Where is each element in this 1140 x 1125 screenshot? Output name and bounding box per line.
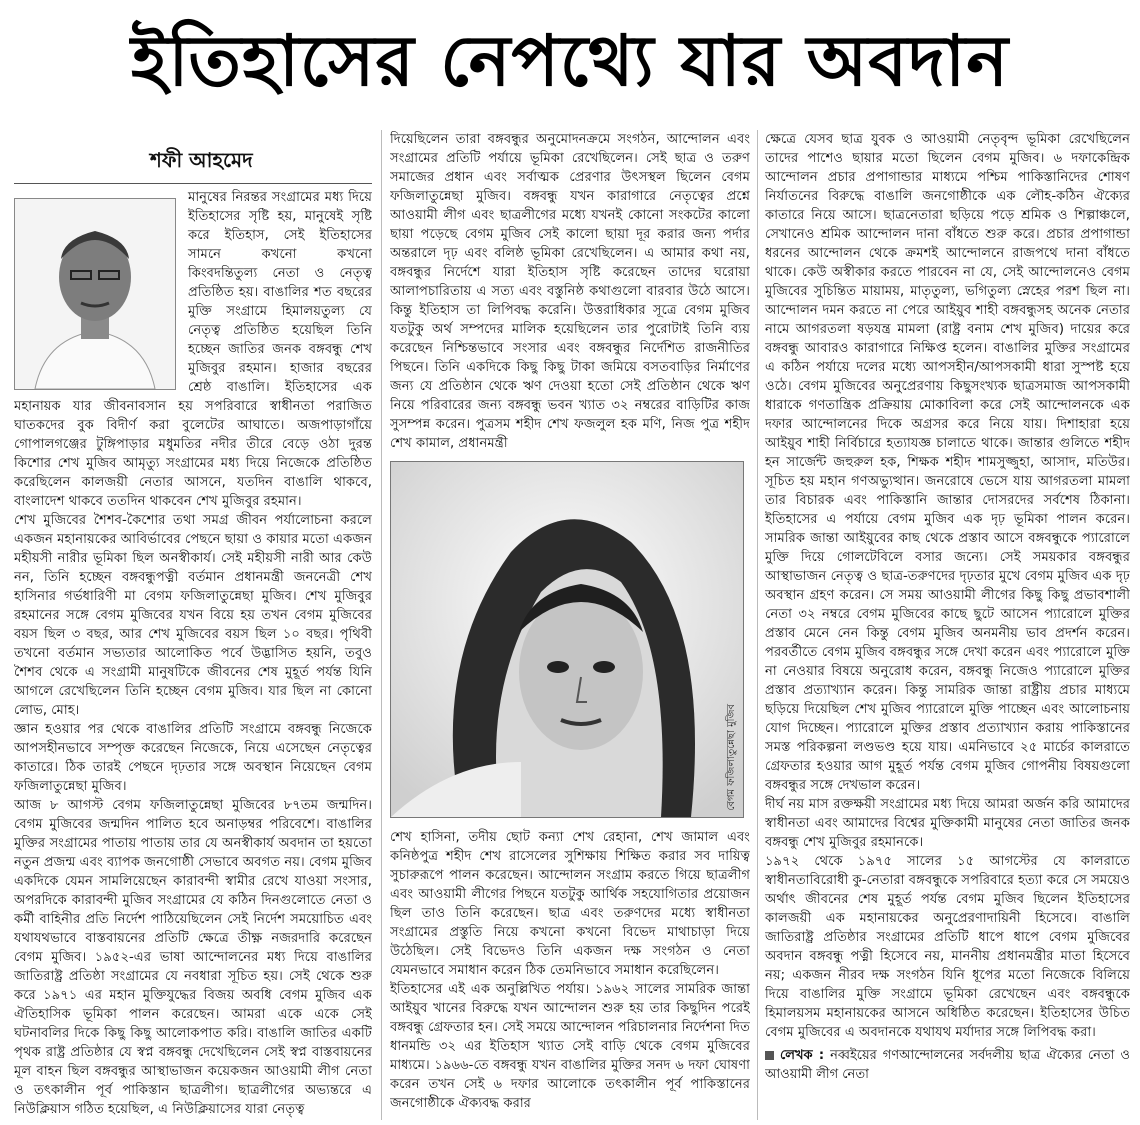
paragraph: ক্ষেত্রে যেসব ছাত্র যুবক ও আওয়ামী নেতৃবৃন্দ ভূমিকা রেখেছিলেন তাদের পাশেও ছায়ার মতো ছিলেন বেগম মুজিব। ৬ দফাকেন্দ্রিক আন্দোলন প্রচার প্রপাগান্ডার মাধ্যমে পশ্চিম পাকিস্তানিদের শোষণ নির্যাতনের বিরুদ্ধে বাঙালি জনগোষ্ঠীকে এক লৌহ-কঠিন ঐক্যের কাতারে নিয়ে আসে। ছাত্রনেতারা ছড়িয়ে পড়ে শ্রমিক ও শিল্পাঞ্চলে, সেখানেও শ্রমিক আন্দোলন দানা বাঁধতে শুরু করে। প্রচার প্রপাগান্ডা ধরনের আন্দোলন থেকে ক্রমশই আন্দোলনে রাজপথে দানা বাঁধতে থাকে। কেউ অস্বীকার করতে পারবেন না যে, সেই আন্দোলনেও বেগম মুজিবের সুচিন্তিত মায়াময়, মাতৃতুল্য, ভগিতুল্য স্নেহের পরশ ছিল না। আন্দোলন দমন করতে না পেরে আইয়ুব শাহী বঙ্গবন্ধুসহ অনেক নেতার নামে আগরতলা ষড়যন্ত্র মামলা (রাষ্ট্র বনাম শেখ মুজিব) দায়ের করে বঙ্গবন্ধু আবারও কারাগারে নিক্ষিপ্ত হলেন। বাঙালির মুক্তির সংগ্রামের এ কঠিন পর্যায়ে দলের মধ্যে আপসহীন/আপসকামী ধারা সুস্পষ্ট হয়ে ওঠে। বেগম মুজিবের অনুপ্রেরণায় কিছুসংখ্যক ছাত্রসমাজ আপসকামী ধারাকে গণতান্ত্রিক প্রক্রিয়ায় মোকাবিলা করে সেই আন্দোলনকে এক দফার আন্দোলনের দিকে অগ্রসর করে নিয়ে যায়। দিশাহারা হয়ে আইয়ুব শাহী নির্বিচারে হত্যাযজ্ঞ চালাতে থাকে। জান্তার গুলিতে শহীদ হন সার্জেন্ট জহুরুল হক, শিক্ষক শহীদ শামসুজ্জুহা, আসাদ, মতিউর। সূচিত হয় মহান গণঅভ্যুত্থান। জনরোষে ভেসে যায় আগরতলা মামলা তার বিচারক এবং পাকিস্তানি জান্তার দোসরদের সর্বশেষ ঠিকানা। ইতিহাসের এ পর্যায়ে বেগম মুজিব এক দৃঢ় ভূমিকা পালন করেন। সামরিক জান্তা আইয়ুবের কাছ থেকে প্রস্তাব আসে বঙ্গবন্ধুকে প্যারোলে মুক্তি দিয়ে গোলটেবিলে বসার জন্যে। সেই সময়কার বঙ্গবন্ধুর আস্থাভাজন নেতৃত্ব ও ছাত্র-তরুণদের দৃঢ়তার মুখে বেগম মুজিব এক দৃঢ় অবস্থান গ্রহণ করেন। সে সময় আওয়ামী লীগের কিছু কিছু প্রভাবশালী নেতা ৩২ নম্বরে বেগম মুজিবের কাছে ছুটে আসেন প্যারোলে মুক্তির প্রস্তাব মেনে নেন কিন্তু বেগম মুজিব অনমনীয় ভাব প্রদর্শন করেন। পরবর্তীতে বেগম মুজিব বঙ্গবন্ধুর সঙ্গে দেখা করেন এবং প্যারোলে মুক্তি না নেওয়ার বিষয়ে অনুরোধ করেন, বঙ্গবন্ধু নিজেও প্যারোলে মুক্তির প্রস্তাব প্রত্যাখ্যান করেন। কিন্তু সামরিক জান্তা রাষ্ট্রীয় প্রচার মাধ্যমে ছড়িয়ে দিয়েছিল শেখ মুজিব প্যারোলে মুক্তি পাচ্ছেন এবং আলোচনায় যোগ দিচ্ছেন। প্যারোলে মুক্তির প্রস্তাব প্রত্যাখ্যান করায় পাকিস্তানের সমস্ত পরিকল্পনা লণ্ডভণ্ড হয়ে যায়। এমনিভাবে ২৫ মার্চের কালরাতে গ্রেফতার হওয়ার আগ মুহূর্ত পর্যন্ত বেগম মুজিব গোপনীয় বিষয়গুলো বঙ্গবন্ধুর সঙ্গে দেখভাল করেন। [765, 132, 1130, 793]
column-3 [765, 130, 1130, 1120]
byline-rule [14, 183, 372, 184]
column-divider [757, 130, 758, 1120]
column-2 [390, 130, 750, 1120]
author-photo [14, 198, 176, 390]
begum-mujib-portrait-image [391, 462, 743, 817]
author-note [765, 1046, 1130, 1084]
paragraph: ১৯৭২ থেকে ১৯৭৫ সালের ১৫ আগস্টের যে কালরাতে স্বাধীনতাবিরোধী কু-নেতারা বঙ্গবন্ধুকে সপরিবারে হত্যা করে সে সময়েও অর্থাৎ জীবনের শেষ মুহূর্ত পর্যন্ত বেগম মুজিব ছিলেন ইতিহাসের কালজয়ী এক মহানায়কের অনুপ্রেরণাদায়িনী হিসেবে। বাঙালি জাতিরাষ্ট্র প্রতিষ্ঠার সংগ্রামের প্রতিটি ধাপে ধাপে বেগম মুজিবের অবদান বঙ্গবন্ধু পত্নী হিসেবে নয়, মাননীয় প্রধানমন্ত্রীর মাতা হিসেবে নয়; একজন নীরব দক্ষ সংগঠন যিনি ধূপের মতো নিজেকে বিলিয়ে দিয়ে বাঙালির মুক্তি সংগ্রামে ভূমিকা রেখেছেন এবং বঙ্গবন্ধুকে হিমালয়সম মহানায়কের আসনে অধিষ্ঠিত করেছেন। ইতিহাসের উচিত বেগম মুজিবের এ অবদানকে যথাযথ মর্যাদার সঙ্গে লিপিবদ্ধ করা। [765, 854, 1130, 1040]
paragraph: আজ ৮ আগস্ট বেগম ফজিলাতুন্নেছা মুজিবের ৮৭তম জন্মদিন। বেগম মুজিবের জন্মদিন পালিত হবে অনাড়ম্বর পরিবেশে। বাঙালির মুক্তির সংগ্রামের পাতায় পাতায় তার যে অনস্বীকার্য অবদান তা হয়তো নতুন প্রজন্ম এবং ব্যাপক জনগোষ্ঠী সেভাবে অবগত নয়। বেগম মুজিব একদিকে যেমন সামলিয়েছেন কারাবন্দী স্বামীর রেখে যাওয়া সংসার, অপরদিকে কারাবন্দী মুজিব সংগ্রামের যে কঠিন দিনগুলোতে নেতা ও কর্মী বাহিনীর প্রতি নির্দেশ পাঠিয়েছিলেন সেই নির্দেশ সময়োচিত এবং যথাযথভাবে বাস্তবায়নের প্রতিটি ক্ষেত্রে তীক্ষ্ণ নজরদারি করেছেন বেগম মুজিব। ১৯৫২-এর ভাষা আন্দোলনের মধ্য দিয়ে বাঙালির জাতিরাষ্ট্র প্রতিষ্ঠা সংগ্রামের যে নবধারা সূচিত হয়। সেই থেকে শুরু করে ১৯৭১ এর মহান মুক্তিযুদ্ধের বিজয় অবধি বেগম মুজিব এক ঐতিহাসিক ভূমিকা পালন করেছেন। আমরা একে একে সেই ঘটনাবলির দিকে কিছু কিছু আলোকপাত করি। বাঙালি জাতির একটি পৃথক রাষ্ট্র প্রতিষ্ঠার যে স্বপ্ন বঙ্গবন্ধু দেখেছিলেন সেই স্বপ্ন বাস্তবায়নের মূল বাহন ছিল বঙ্গবন্ধুর আস্থাভাজন কয়েকজন আওয়ামী লীগ নেতা ও তৎকালীন পূর্ব পাকিস্তান ছাত্রলীগ। ছাত্রলীগের অভ্যন্তরে এ নিউক্লিয়াস গঠিত হয়েছিল, এ নিউক্লিয়াসের যারা নেতৃত্ব [14, 798, 372, 1117]
paragraph: ইতিহাসের এই এক অনুল্লিখিত পর্যায়। ১৯৬২ সালের সামরিক জান্তা আইয়ুব খানের বিরুদ্ধে যখন আন্দোলন শুরু হয় তার কিছুদিন পরেই বঙ্গবন্ধু গ্রেফতার হন। সেই সময়ে আন্দোলন পরিচালনার নির্দেশনা দিত ধানমন্ডি ৩২ এর ইতিহাস খ্যাত সেই বাড়ি থেকে বেগম মুজিবের মাধ্যমে। ১৯৬৬-তে বঙ্গবন্ধু যখন বাঙালির মুক্তির সনদ ৬ দফা ঘোষণা করেন তখন সেই ৬ দফার আলোকে তৎকালীন পূর্ব পাকিস্তানের জনগোষ্ঠীকে ঐক্যবদ্ধ করার [390, 982, 750, 1111]
paragraph: দীর্ঘ নয় মাস রক্তক্ষয়ী সংগ্রামের মধ্য দিয়ে আমরা অর্জন করি আমাদের স্বাধীনতা এবং আমাদের বিশ্বের মুক্তিকামী মানুষের নেতা জাতির জনক বঙ্গবন্ধু শেখ মুজিবুর রহমানকে। [765, 797, 1130, 850]
square-bullet-icon [765, 1051, 774, 1060]
author-description: নব্বইয়ের গণআন্দোলনের সর্বদলীয় ছাত্র ঐক্যের নেতা ও আওয়ামী লীগ নেতা [765, 1048, 1130, 1082]
byline: শফী আহমেদ [150, 148, 253, 172]
paragraph: দিয়েছিলেন তারা বঙ্গবন্ধুর অনুমোদনক্রমে সংগঠন, আন্দোলন এবং সংগ্রামের প্রতিটি পর্যায়ে ভূমিকা রেখেছিলেন। সেই ছাত্র ও তরুণ সমাজের প্রধান এবং সর্বাত্মক প্রেরণার উৎসস্থল ছিলেন বেগম ফজিলাতুন্নেছা মুজিব। বঙ্গবন্ধু যখন কারাগারে নেতৃত্বের প্রশ্নে আওয়ামী লীগ এবং ছাত্রলীগের মধ্যে যখনই কোনো সংকটের কালো ছায়া পড়েছে বেগম মুজিব সেই কালো ছায়া দূর করার জন্য পর্দার অন্তরালে দৃঢ় এবং বলিষ্ঠ ভূমিকা রেখেছিলেন। এ আমার কথা নয়, বঙ্গবন্ধুর নির্দেশে যারা ইতিহাস সৃষ্টি করেছেন তাদের ঘরোয়া আলাপচারিতায় এ সত্য এবং বস্তুনিষ্ঠ কথাগুলো বারবার উঠে আসে। কিন্তু ইতিহাস তা লিপিবদ্ধ করেনি। উত্তরাধিকার সূত্রে বেগম মুজিব যতটুকু অর্থ সম্পদের মালিক হয়েছিলেন তার পুরোটাই তিনি ব্যয় করেছেন নিশ্চিন্তভাবে সংসার এবং বঙ্গবন্ধুর নির্দেশিত রাজনীতির পিছনে। তিনি একদিকে কিছু কিছু টাকা জমিয়ে বসতবাড়ির নির্মাণের জন্য যে প্রতিষ্ঠান থেকে ঋণ দেওয়া হতো সেই প্রতিষ্ঠান থেকে ঋণ নিয়ে পরিবারের জন্য বঙ্গবন্ধু ভবন খ্যাত ৩২ নম্বরের বাড়িটির কাজ সুসম্পন্ন করেন। পুত্রসম শহীদ শেখ ফজলুল হক মণি, নিজ পুত্র শহীদ শেখ কামাল, প্রধানমন্ত্রী [390, 132, 750, 451]
column-1 [14, 188, 372, 1120]
author-portrait-image [15, 199, 175, 389]
paragraph: জ্ঞান হওয়ার পর থেকে বাঙালির প্রতিটি সংগ্রামে বঙ্গবন্ধু নিজেকে আপসহীনভাবে সম্পৃক্ত করেছেন নিজেকে, নিয়ে এসেছেন নেতৃত্বের কাতারে। ঠিক তারই পেছনে দৃঢ়তার সঙ্গে অবস্থান নিয়েছেন বেগম ফজিলাতুন্নেছা মুজিব। [14, 722, 372, 794]
paragraph: মানুষের নিরন্তর সংগ্রামের মধ্য দিয়ে ইতিহাসের সৃষ্টি হয়, মানুষেই সৃষ্টি করে ইতিহাস, সেই ইতিহাসের সামনে কখনো কখনো কিংবদন্তিতুল্য নেতা ও নেতৃত্ব প্রতিষ্ঠিত হয়। বাঙালির শত বছরের মুক্তি সংগ্রামে হিমালয়তুল্য যে নেতৃত্ব প্রতিষ্ঠিত হয়েছিল তিনি হচ্ছেন জাতির জনক বঙ্গবন্ধু শেখ মুজিবুর রহমান। হাজার বছরের শ্রেষ্ঠ বাঙালি। ইতিহাসের এক মহানায়ক যার জীবনাবসান হয় সপরিবারে স্বাধীনতা পরাজিত ঘাতকদের বুক বিদীর্ণ করা বুলেটের আঘাতে। অজপাড়াগাঁয়ে গোপালগঞ্জের টুঙ্গিপাড়ার মধুমতির নদীর তীরে বেড়ে ওঠা দুরন্ত কিশোর শেখ মুজিব আমৃত্যু সংগ্রামের মধ্য দিয়ে নিজেকে প্রতিষ্ঠিত করেছিলেন কালজয়ী নেতার আসনে, যতদিন বাঙালি থাকবে, বাংলাদেশ থাকবে ততদিন থাকবেন শেখ মুজিবুর রহমান। [14, 190, 372, 509]
paragraph: শেখ হাসিনা, তদীয় ছোট কন্যা শেখ রেহানা, শেখ জামাল এবং কনিষ্ঠপুত্র শহীদ শেখ রাসেলের সুশিক্ষায় শিক্ষিত করার সব দায়িত্ব সুচারুরূপে পালন করেছেন। আন্দোলন সংগ্রাম করতে গিয়ে ছাত্রলীগ এবং আওয়ামী লীগের পিছনে যতটুকু আর্থিক সহযোগিতার প্রয়োজন ছিল তাও তিনি করেছেন। ছাত্র এবং তরুণদের মধ্যে স্বাধীনতা সংগ্রামের প্রস্তুতি নিয়ে কখনো কখনো বিভেদ মাথাচাড়া দিয়ে উঠেছিল। সেই বিভেদও তিনি একজন দক্ষ সংগঠন ও নেতা যেমনভাবে সমাধান করেন ঠিক তেমনিভাবে সমাধান করেছিলেন। [390, 830, 750, 978]
column-divider [381, 130, 382, 1120]
photo-caption: বেগম ফজিলাতুন্নেছা মুজিব [726, 704, 737, 811]
paragraph: শেখ মুজিবের শৈশব-কৈশোর তথা সমগ্র জীবন পর্যালোচনা করলে একজন মহানায়কের আবির্ভাবের পেছনে ছায়া ও কায়ার মতো একজন মহীয়সী নারীর ভূমিকা ছিল অনস্বীকার্য। সেই মহীয়সী নারী আর কেউ নন, তিনি হচ্ছেন বঙ্গবন্ধুপত্নী বর্তমান প্রধানমন্ত্রী জননেত্রী শেখ হাসিনার গর্ভধারিণী মা বেগম ফজিলাতুন্নেছা মুজিব। শেখ মুজিবুর রহমানের সঙ্গে বেগম মুজিবের যখন বিয়ে হয় তখন বেগম মুজিবের বয়স ছিল ৩ বছর, আর শেখ মুজিবের বয়স ছিল ১০ বছর। পৃথিবী তখনো বর্তমান সভ্যতার আলোকিত পর্বে উদ্ভাসিত হয়নি, তবুও শৈশব থেকে এ সংগ্রামী মানুষটিকে জীবনের শেষ মুহূর্ত পর্যন্ত যিনি আগলে রেখেছিলেন তিনি হচ্ছেন বেগম মুজিব। যার ছিল না কোনো লোভ, মোহ। [14, 513, 372, 718]
author-label: লেখক : [780, 1048, 825, 1063]
featured-photo [390, 461, 744, 818]
headline: ইতিহাসের নেপথ্যে যার অবদান [130, 19, 1010, 102]
